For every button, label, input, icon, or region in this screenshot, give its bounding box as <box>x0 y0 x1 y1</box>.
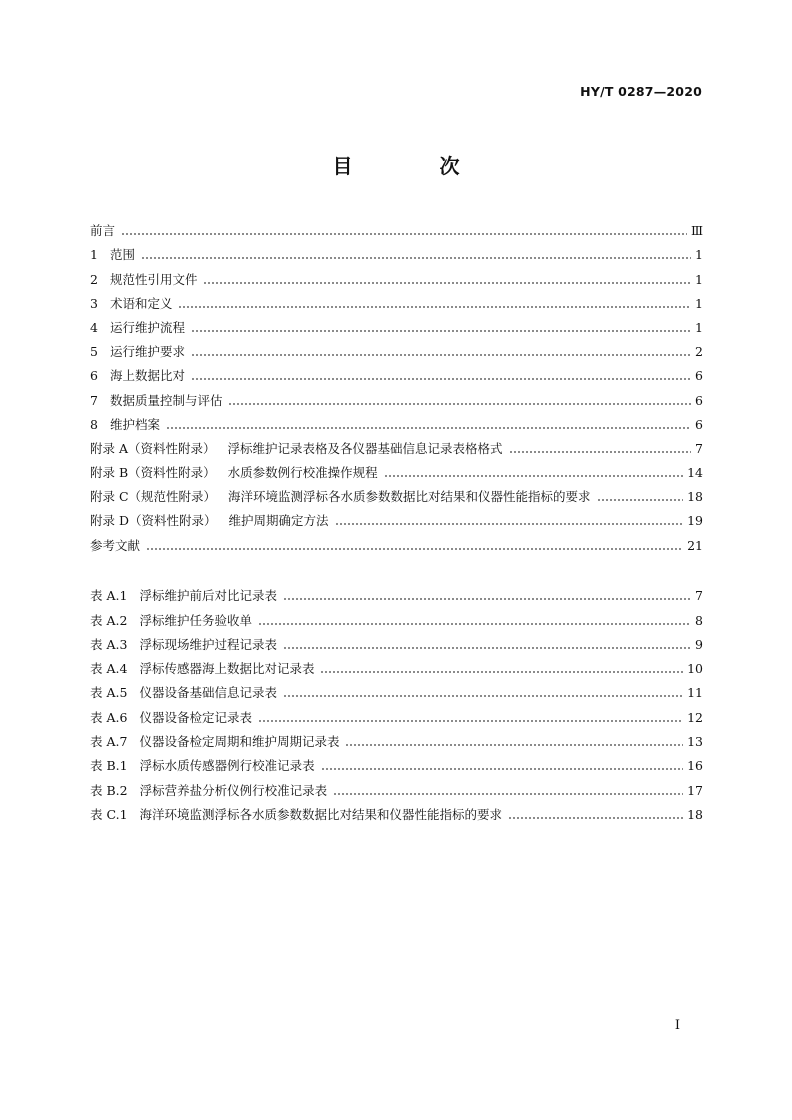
toc-entry-number: 表 A.4 <box>90 661 128 677</box>
toc-entry-title: 海洋环境监测浮标各水质参数数据比对结果和仪器性能指标的要求 <box>228 489 591 505</box>
dot-leader <box>203 275 691 285</box>
toc-entry-label <box>90 247 135 263</box>
toc-entry-page: 18 <box>687 806 703 822</box>
toc-entry-title: 水质参数例行校准操作规程 <box>227 465 378 481</box>
dot-leader <box>283 591 691 601</box>
page-title: 目 次 <box>332 154 500 178</box>
toc-entry-label <box>90 588 277 604</box>
dot-leader <box>509 444 691 454</box>
dot-leader <box>178 299 691 309</box>
toc-entry-label <box>90 417 160 433</box>
toc-entry-page: 6 <box>695 392 703 408</box>
toc-entry-label <box>90 393 222 409</box>
toc-entry[interactable] <box>90 288 703 312</box>
toc-entry[interactable] <box>90 433 703 457</box>
toc-entry[interactable] <box>90 481 703 505</box>
toc-entry-number: 表 A.5 <box>90 685 128 701</box>
dot-leader <box>141 250 691 260</box>
toc-entry-page: 21 <box>687 537 703 553</box>
toc-entry-title: 前言 <box>90 223 116 239</box>
dot-leader <box>121 226 687 236</box>
toc-entry-page: 16 <box>687 758 703 774</box>
page-number: I <box>674 1018 680 1033</box>
toc-entry-label <box>90 368 185 384</box>
toc-entry-page: 19 <box>687 513 703 529</box>
toc-entry-label <box>90 783 327 799</box>
dot-leader <box>166 420 691 430</box>
toc-entry[interactable] <box>90 384 703 408</box>
toc-entry-number: 7 <box>90 392 98 408</box>
toc-entry-label <box>90 758 315 774</box>
toc-entry-title: 海洋环境监测浮标各水质参数数据比对结果和仪器性能指标的要求 <box>139 806 503 822</box>
toc-entry-label <box>90 344 185 360</box>
toc-entry-title: 仪器设备检定记录表 <box>139 709 252 725</box>
toc-entry-title: 维护周期确定方法 <box>228 513 329 529</box>
toc-entry-title: 仪器设备基础信息记录表 <box>139 685 277 701</box>
toc-entry-title: 浮标维护任务验收单 <box>139 612 252 628</box>
dot-leader <box>258 713 683 723</box>
toc-entry[interactable] <box>90 457 703 481</box>
table-list-entry[interactable] <box>90 799 703 823</box>
toc-entry-page: 8 <box>695 612 703 628</box>
table-list-entry[interactable] <box>90 726 703 750</box>
toc-entry-number: 4 <box>90 319 98 335</box>
toc-entry-label <box>90 734 339 750</box>
toc-entry-number: 表 A.6 <box>90 709 128 725</box>
toc-entry-label <box>90 637 277 653</box>
toc-entry-page: 6 <box>695 368 703 384</box>
toc-entry-number: 8 <box>90 416 98 432</box>
toc-entry-label <box>90 320 185 336</box>
toc-entry[interactable] <box>90 263 703 287</box>
toc-entry-label <box>90 465 378 481</box>
toc-entry[interactable] <box>90 529 703 553</box>
toc-entry-number: 5 <box>90 344 98 360</box>
toc-entry-title: 数据质量控制与评估 <box>109 392 223 408</box>
toc-entry-title: 浮标现场维护过程记录表 <box>139 636 277 652</box>
toc-entry-label <box>90 538 140 554</box>
toc-entry-page: 2 <box>695 344 703 360</box>
document-code: HY/T 0287—2020 <box>580 84 702 99</box>
toc-entry-page: 12 <box>687 709 703 725</box>
toc-entry-title: 海上数据比对 <box>109 368 185 384</box>
toc-entry-title: 参考文献 <box>90 537 141 553</box>
toc-entry-number: 3 <box>90 295 98 311</box>
toc-entry-label <box>90 223 115 239</box>
dot-leader <box>228 396 691 406</box>
dot-leader <box>384 468 683 478</box>
toc-entry-title: 术语和定义 <box>109 295 173 311</box>
toc-entry-number: 表 A.1 <box>90 588 128 604</box>
table-list-entry[interactable] <box>90 580 703 604</box>
toc-entry-label <box>90 513 329 529</box>
toc-entry[interactable] <box>90 312 703 336</box>
table-list-entry[interactable] <box>90 677 703 701</box>
toc-entry-page: 1 <box>695 295 703 311</box>
toc-entry-title: 浮标水质传感器例行校准记录表 <box>139 758 315 774</box>
dot-leader <box>258 616 691 626</box>
toc-entry-number: 表 B.2 <box>90 782 128 798</box>
toc-entry-title: 浮标维护前后对比记录表 <box>139 588 277 604</box>
toc-entry-title: 维护档案 <box>109 416 160 432</box>
toc-entry-label <box>90 441 503 457</box>
table-list-entry[interactable] <box>90 774 703 798</box>
toc-entry-number: 6 <box>90 368 98 384</box>
dot-leader <box>283 640 691 650</box>
toc-entry[interactable] <box>90 505 703 529</box>
toc-entry-page: 14 <box>687 465 703 481</box>
toc-entry-number: 2 <box>90 271 98 287</box>
dot-leader <box>191 347 691 357</box>
toc-entry-page: 6 <box>695 416 703 432</box>
dot-leader <box>191 323 691 333</box>
toc-entry-title: 浮标传感器海上数据比对记录表 <box>139 661 315 677</box>
toc-entry-title: 规范性引用文件 <box>109 271 198 287</box>
dot-leader <box>146 541 683 551</box>
table-list-entry[interactable] <box>90 701 703 725</box>
toc-entry-page: 18 <box>687 489 703 505</box>
toc-entry[interactable] <box>90 239 703 263</box>
toc-entry-page: 10 <box>687 661 703 677</box>
toc-entry-page: 1 <box>695 247 703 263</box>
toc-entry[interactable] <box>90 409 703 433</box>
toc-entry-title: 浮标营养盐分析仪例行校准记录表 <box>139 782 328 798</box>
toc-entry-title: 范围 <box>109 247 135 263</box>
table-of-contents <box>90 215 703 554</box>
toc-entry-number: 附录 A（资料性附录） <box>90 440 216 456</box>
toc-entry-title: 仪器设备检定周期和维护周期记录表 <box>139 734 340 750</box>
toc-entry-number: 表 C.1 <box>90 806 128 822</box>
dot-leader <box>320 664 683 674</box>
dot-leader <box>191 371 691 381</box>
toc-entry-number: 表 A.3 <box>90 636 128 652</box>
table-list-entry[interactable] <box>90 653 703 677</box>
dot-leader <box>283 688 683 698</box>
toc-entry-title: 浮标维护记录表格及各仪器基础信息记录表格格式 <box>227 440 503 456</box>
list-of-tables <box>90 580 703 823</box>
toc-entry-page: Ⅲ <box>690 223 703 239</box>
toc-entry-title: 运行维护要求 <box>109 344 185 360</box>
toc-entry[interactable] <box>90 336 703 360</box>
toc-entry-number: 附录 B（资料性附录） <box>90 465 216 481</box>
toc-entry-label <box>90 613 252 629</box>
toc-entry-number: 附录 C（规范性附录） <box>90 489 217 505</box>
toc-entry-number: 1 <box>90 247 98 263</box>
toc-entry[interactable] <box>90 215 703 239</box>
toc-entry-number: 附录 D（资料性附录） <box>90 513 217 529</box>
dot-leader <box>508 810 683 820</box>
dot-leader <box>333 786 683 796</box>
toc-entry[interactable] <box>90 360 703 384</box>
dot-leader <box>597 492 684 502</box>
toc-entry-number: 表 A.2 <box>90 612 128 628</box>
toc-entry-label <box>90 489 591 505</box>
toc-entry-page: 7 <box>695 440 703 456</box>
toc-entry-page: 7 <box>695 588 703 604</box>
table-list-entry[interactable] <box>90 750 703 774</box>
dot-leader <box>335 516 684 526</box>
table-list-entry[interactable] <box>90 604 703 628</box>
toc-entry-label <box>90 296 172 312</box>
toc-entry-page: 1 <box>695 319 703 335</box>
toc-entry-number: 表 B.1 <box>90 758 128 774</box>
toc-entry-title: 运行维护流程 <box>109 319 185 335</box>
toc-entry-label <box>90 807 502 823</box>
toc-entry-label <box>90 661 314 677</box>
toc-entry-page: 11 <box>687 685 703 701</box>
toc-entry-label <box>90 272 197 288</box>
toc-entry-page: 17 <box>687 782 703 798</box>
table-list-entry[interactable] <box>90 629 703 653</box>
toc-entry-page: 9 <box>695 636 703 652</box>
dot-leader <box>321 761 683 771</box>
toc-entry-page: 13 <box>687 734 703 750</box>
toc-entry-number: 表 A.7 <box>90 734 128 750</box>
dot-leader <box>345 737 683 747</box>
toc-entry-label <box>90 710 252 726</box>
toc-entry-label <box>90 685 277 701</box>
toc-entry-page: 1 <box>695 271 703 287</box>
